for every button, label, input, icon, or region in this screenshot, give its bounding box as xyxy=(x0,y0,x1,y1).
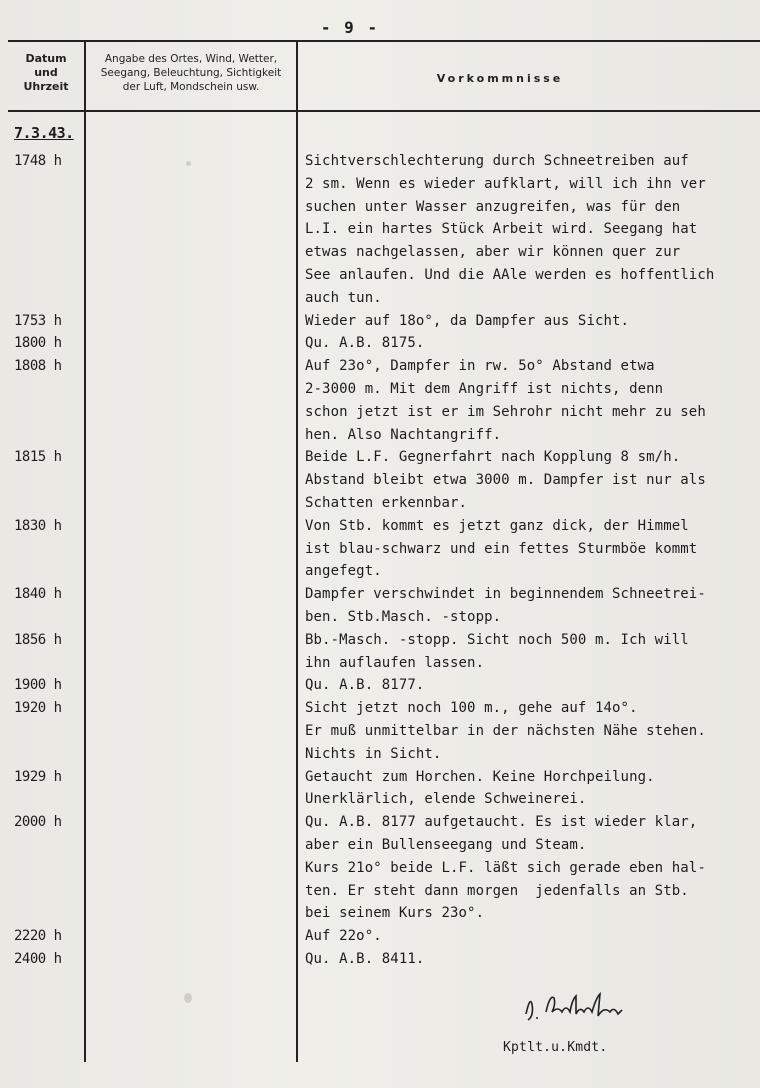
entry-time: 1830 h xyxy=(14,517,62,534)
paper-speck xyxy=(184,993,192,1003)
entry-text-line: Auf 23o°, Dampfer in rw. 5o° Abstand etwa xyxy=(305,358,655,375)
entry-text-line: Qu. A.B. 8411. xyxy=(305,951,425,967)
entry-time: 1808 h xyxy=(14,358,62,375)
entry-text-line: Bb.-Masch. -stopp. Sicht noch 500 m. Ich will xyxy=(305,631,689,648)
entry-text-line: Kurs 21o° beide L.F. läßt sich gerade eben hal- xyxy=(305,859,706,876)
header-datum-line: Datum xyxy=(25,52,67,65)
entry-time: 1900 h xyxy=(14,677,62,694)
paper-speck xyxy=(186,161,191,166)
entry-text-line: Qu. A.B. 8175. xyxy=(305,335,425,352)
column-divider-1 xyxy=(84,40,86,1062)
entry-text-line: L.I. ein hartes Stück Arbeit wird. Seegang hat xyxy=(305,221,698,238)
entry-text-line: schon jetzt ist er im Sehrohr nicht mehr zu seh xyxy=(305,403,706,420)
entry-text-line: Unerklärlich, elende Schweinerei. xyxy=(305,791,587,808)
entry-text-line: Getaucht zum Horchen. Keine Horchpeilung. xyxy=(305,768,655,785)
entry-time: 2000 h xyxy=(14,814,62,831)
header-datum-line: Uhrzeit xyxy=(23,80,69,93)
entry-text-line: Beide L.F. Gegnerfahrt nach Kopplung 8 sm/h. xyxy=(305,449,681,466)
entry-time: 1920 h xyxy=(14,700,62,717)
entry-time: 1800 h xyxy=(14,335,62,352)
entry-text-line: Nichts in Sicht. xyxy=(305,745,442,762)
entry-text-line: Dampfer verschwindet in beginnendem Schneetrei- xyxy=(305,586,706,603)
entry-time: 2220 h xyxy=(14,928,62,945)
entry-text-line: Sichtverschlechterung durch Schneetreiben auf xyxy=(305,153,689,169)
entry-text-line: ben. Stb.Masch. -stopp. xyxy=(305,609,502,625)
entry-text-line: Qu. A.B. 8177. xyxy=(305,677,425,694)
header-bottom-rule xyxy=(8,110,760,112)
entry-text-line: 2 sm. Wenn es wieder aufklart, will ich ihn ver xyxy=(305,175,706,192)
entry-time: 1856 h xyxy=(14,631,62,648)
entry-date: 7.3.43. xyxy=(14,124,74,142)
entry-text-line: aber ein Bullenseegang und Steam. xyxy=(305,837,587,853)
entry-text-line: Er muß unmittelbar in der nächsten Nähe stehen. xyxy=(305,723,706,739)
entry-time: 1815 h xyxy=(14,449,62,466)
entry-time: 1753 h xyxy=(14,312,62,329)
header-datum xyxy=(10,52,82,94)
header-angabe-line: der Luft, Mondschein usw. xyxy=(122,81,260,93)
entry-time: 1748 h xyxy=(14,153,62,169)
entry-text-line: auch tun. xyxy=(305,289,382,306)
entry-text-line: ihn auflaufen lassen. xyxy=(305,654,485,671)
header-vorkommnisse: Vorkommnisse xyxy=(436,72,564,85)
header-angabe-line: Seegang, Beleuchtung, Sichtigkeit xyxy=(100,67,282,79)
entry-text-line: Qu. A.B. 8177 aufgetaucht. Es ist wieder klar, xyxy=(305,814,698,831)
entry-text-line: Sicht jetzt noch 100 m., gehe auf 14o°. xyxy=(305,700,638,717)
page-number: - 9 - xyxy=(320,18,380,37)
entry-text-line: Auf 22o°. xyxy=(305,928,382,945)
header-angabe xyxy=(88,52,294,94)
entry-text-line: hen. Also Nachtangriff. xyxy=(305,426,502,443)
entry-text-line: ist blau-schwarz und ein fettes Sturmböe kommt xyxy=(305,540,698,557)
entry-text-line: Schatten erkennbar. xyxy=(305,495,468,511)
entry-text-line: etwas nachgelassen, aber wir können quer zur xyxy=(305,244,681,261)
entry-text-line: 2-3000 m. Mit dem Angriff ist nichts, denn xyxy=(305,381,664,397)
header-angabe-line: Angabe des Ortes, Wind, Wetter, xyxy=(104,53,278,65)
entry-text-line: suchen unter Wasser anzugreifen, was für den xyxy=(305,198,681,215)
entry-text-line: See anlaufen. Und die AAle werden es hoffentlich xyxy=(305,267,715,283)
handwritten-signature xyxy=(522,990,632,1026)
entry-time: 1840 h xyxy=(14,586,62,603)
header-datum-line: und xyxy=(34,66,58,79)
entry-text-line: Von Stb. kommt es jetzt ganz dick, der Himmel xyxy=(305,517,689,534)
entry-text-line: ten. Er steht dann morgen jedenfalls an Stb. xyxy=(305,882,689,899)
entry-text-line: bei seinem Kurs 23o°. xyxy=(305,905,485,922)
entry-text-line: Abstand bleibt etwa 3000 m. Dampfer ist nur als xyxy=(305,472,706,489)
entry-text-line: Wieder auf 18o°, da Dampfer aus Sicht. xyxy=(305,312,630,329)
signature-title: Kptlt.u.Kmdt. xyxy=(503,1040,608,1055)
entry-text-line: angefegt. xyxy=(305,563,382,580)
top-rule xyxy=(8,40,760,42)
column-divider-2 xyxy=(296,40,298,1062)
entry-time: 2400 h xyxy=(14,951,62,967)
entry-time: 1929 h xyxy=(14,768,62,785)
